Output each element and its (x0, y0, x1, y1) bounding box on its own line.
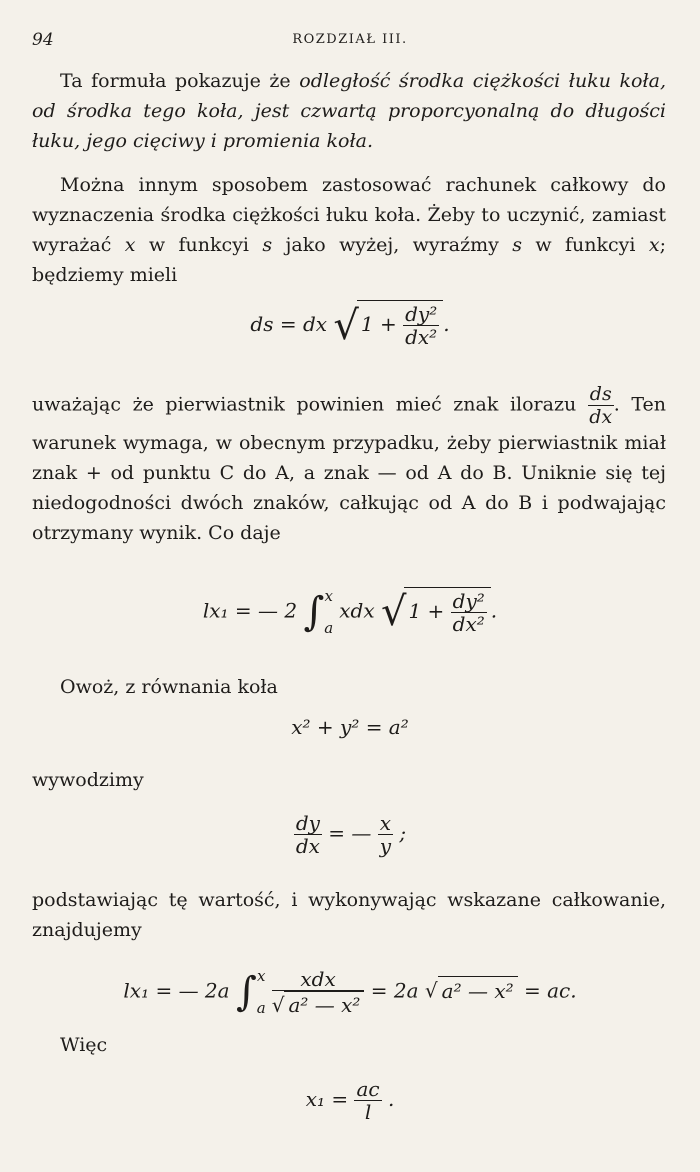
paragraph-1-text: Ta formuła pokazuje że (60, 70, 300, 92)
frac-num: ac (356, 1077, 380, 1101)
paragraph-3 (32, 383, 666, 548)
sqrt-body (404, 587, 490, 635)
paragraph-2-text: Można innym sposobem zastosować rachunek całkowy do wyznaczenia środka ciężkości łuku koła. Żeby to uczynić, zamiast wyrażać (32, 174, 666, 256)
upper-limit: x (257, 967, 266, 985)
fraction-ds-dx (588, 383, 614, 428)
paragraph-2-text: w funkcyi (135, 234, 263, 256)
paragraph-2-text: ; będziemy mieli (32, 234, 666, 286)
lower-limit: a (324, 619, 334, 637)
frac-den: dx² (405, 325, 438, 349)
eq-one-plus: 1 + (360, 312, 397, 336)
paragraph-3-text: . Ten warunek wymaga, w obecnym przypadku, żeby pierwiastnik miał znak + od punktu C do A, a znak — od A do B. Uniknie się tej niedogodności dwóch znaków, całkując od A do B i podwajając otrzymany wynik. Co daje (32, 393, 666, 544)
frac-num: dy² (405, 302, 438, 326)
frac-den: l (364, 1100, 372, 1124)
eq5-lhs: lx₁ = — 2a (123, 978, 230, 1003)
eq5-tail: = ac. (523, 978, 577, 1003)
equation-integral-2: lx₁ = — 2a ∫ x a $\frac{\text{xdx}}{\text{√ a² — x²}}$ = 2a √ a² — x² = ac. (0, 960, 700, 1024)
frac-num: dy² (452, 588, 485, 613)
frac-num: x (379, 811, 392, 835)
paragraph-1 (32, 66, 666, 156)
fraction-xdx-sqrt (272, 968, 365, 1016)
fraction-dy-dx (294, 812, 322, 857)
running-head: ROZDZIAŁ III. (292, 32, 408, 47)
paragraph-2-text: w funkcyi (521, 234, 649, 256)
lower-limit: a (256, 999, 266, 1017)
frac-den: √ a² — x² (272, 991, 365, 1016)
sqrt-body (357, 300, 443, 348)
integral-limits (324, 580, 333, 644)
page-number: 94 (32, 30, 54, 50)
sqrt-arg: a² — x² (284, 991, 364, 1016)
integral-limits (257, 960, 266, 1024)
frac-num: ds (589, 383, 612, 405)
eq2-integrand: xdx (339, 598, 375, 623)
upper-limit: x (324, 587, 333, 605)
paragraph-6: podstawiając tę wartość, i wykonywając wskazane całkowanie, znajdujemy (32, 889, 666, 941)
frac-den: dx (295, 834, 320, 858)
page-header (32, 30, 668, 54)
frac-den: y (379, 834, 392, 858)
equation-circle: x² + y² = a² (291, 715, 409, 739)
fraction-ac-l (354, 1078, 381, 1123)
radical-sign: √ (333, 302, 359, 349)
frac-den: dx² (452, 611, 485, 636)
frac-num: dy (295, 811, 320, 835)
paragraph-4: Owoż, z równania koła (60, 676, 278, 698)
paragraph-1-emphasis: odległość środka ciężkości łuku koła, od środka tego koła, jest czwartą proporcyonalną do długości łuku, jego cięciwy i promienia koła. (32, 70, 666, 152)
paragraph-2 (32, 170, 666, 290)
paragraph-5: wywodzimy (32, 769, 144, 791)
eq-semicolon: ; (399, 821, 407, 845)
var-s: s (512, 234, 522, 256)
equation-integral-1: lx₁ = — 2 ∫ x a xdx √ 1 + $\frac{\text{dy²}}{\text{dx²}}$ . (0, 580, 700, 644)
var-s: s (262, 234, 273, 256)
paragraph-3-text: uważając że pierwiastnik powinien mieć znak ilorazu (32, 393, 588, 416)
frac-num: xdx (272, 968, 365, 991)
fraction-dy2-dx2 (403, 303, 439, 348)
eq-dot: . (387, 1087, 395, 1111)
integral-sign: ∫ (303, 589, 325, 635)
eq2-lhs: lx₁ = — 2 (202, 598, 298, 623)
var-x: x (124, 234, 136, 256)
eq5-rhs: = 2a (370, 978, 419, 1003)
sqrt-arg: a² — x² (438, 976, 518, 1003)
equation-x1 (0, 1078, 700, 1123)
paragraph-2-text: jako wyżej, wyraźmy (272, 234, 513, 256)
fraction-x-y (378, 812, 393, 857)
radical-sign: √ (380, 589, 407, 635)
paragraph-7: Więc (60, 1034, 108, 1056)
var-x: x (648, 234, 660, 256)
integral-sign: ∫ (235, 969, 257, 1015)
eq-neg: = — (328, 821, 372, 845)
eq-one-plus: 1 + (408, 598, 445, 623)
fraction-dy2-dx2 (451, 590, 487, 635)
equation-ds: ds = dx √ 1 + $\frac{\text{dy²}}{\text{dx²}}$ . (250, 302, 450, 349)
eq-ds-lhs: ds = dx (250, 312, 328, 336)
equation-dy-dx (0, 812, 700, 857)
eq-x1-lhs: x₁ = (305, 1087, 349, 1111)
frac-den: dx (589, 406, 613, 428)
